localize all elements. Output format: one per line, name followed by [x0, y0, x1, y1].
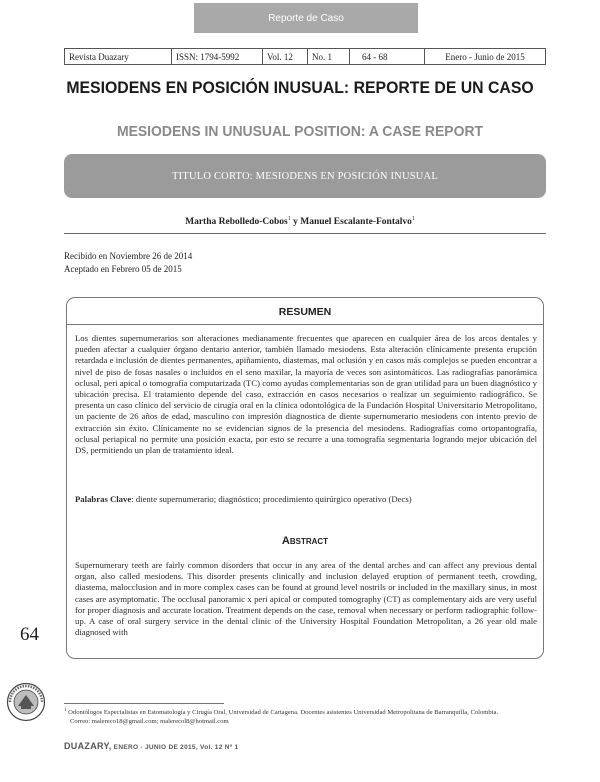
footnote-email: Correo: malereco18@gmail.com; malerecol8@hotmail.com [70, 717, 229, 725]
abstract-text: Supernumerary teeth are fairly common disorders that occur in any area of the dental arches and can affect any previous dental organ, also called mesiodens. This disorder presents clinically and inclusion delayed eruption of permanent teeth, crowding, diastema, malocclusion and in more complex cases can be found at ground level nostrils or included in the maxillary sinus, in most cases are asymptomatic. The occlusal panoramic x peri apical or computed tomography (CT) as complementary aids are very useful for proper diagnosis and accurate location. Treatment depends on the case, removal when necessary or perform radiographic follow-up. A case of oral surgery service in the dental clinic of the University Hospital Foundation Metropolitan, a 26 year old male diagnosed with [75, 560, 537, 638]
author-1-mark: 1 [287, 216, 291, 222]
resumen-heading: RESUMEN [278, 306, 332, 318]
keywords-label: Palabras Clave [75, 494, 132, 504]
meta-date: Enero - Junio de 2015 [445, 51, 525, 62]
footnote-divider [64, 703, 224, 704]
footer-issue: ENERO - JUNIO DE 2015, Vol. 12 Nº 1 [111, 744, 239, 751]
keywords-list: : diente supernumerario; diagnóstico; procedimiento quirúrgico operativo (Decs) [131, 494, 412, 504]
resumen-heading-rule [67, 324, 543, 325]
footnote-affiliation: Odontólogos Especialistas en Estomatología y Cirugía Oral, Universidad de Cartagena. Docentes asistentes Universidad Metropolitana de Barranquilla, Colombia. [66, 709, 499, 717]
accepted-date: Aceptado en Febrero 05 de 2015 [64, 264, 182, 274]
footer-journal: DUAZARY, [64, 741, 112, 751]
author-2-mark: 1 [411, 216, 415, 222]
page-footer [64, 741, 238, 751]
author-connector: y [290, 217, 301, 228]
abstract-box [66, 297, 544, 659]
meta-volume: Vol. 12 [263, 49, 308, 64]
section-tab: Reporte de Caso [194, 3, 418, 33]
abstract-heading: Abstract [281, 535, 329, 547]
author-2: Manuel Escalante-Fontalvo [300, 217, 412, 228]
journal-meta-table [64, 48, 546, 65]
authors-line [0, 216, 600, 227]
meta-issn: ISSN: 1794-5992 [172, 49, 263, 64]
resumen-text: Los dientes supernumerarios son alteraciones medianamente frecuentes que aparecen en cualquier área de los arcos dentales y pueden afectar a cualquier órgano dentario anterior, también llamado mesiodens. Esta alteración clínicamente presenta erupción retardada e inclusión de dientes permanentes, apiñamiento, diastemas, mal oclusión y en casos más complejos se pueden encontrar a nivel de piso de fosas nasales o incluidos en el seno maxilar, la mayoría de veces son asintomáticos. Las radiografías panorámica oclusal, peri apical o tomografía computarizada (TC) como ayudas complementarias son de gran utilidad para un buen diagnóstico y ubicación precisa. El tratamiento depende del caso, extracción en casos necesarios o realizar un seguimiento radiográfico. Se presenta un caso clínico del servicio de cirugía oral en la clínica odontológica de la Fundación Hospital Universitario Metropolitano, un paciente de 26 años de edad, masculino con impresión diagnostica de diente supernumerario mesiodens con intento previo de extracción sin éxito. Clínicamente no se evidencian signos de la presencia del mesiodens. Radiografías como ortopantografía, oclusal periapical no permite una posición exacta, por esto se recurre a una tomografía segmentaria logrando mejor ubicación del DS, permitiendo un plan de tratamiento ideal. [75, 333, 537, 456]
page-number: 64 [20, 624, 39, 645]
authors-divider [64, 233, 546, 234]
meta-number: No. 1 [308, 49, 350, 64]
footnote-mark: 1 [64, 708, 67, 713]
meta-pages: 64 - 68 [350, 49, 425, 64]
keywords [75, 494, 537, 505]
short-title-banner [64, 154, 546, 198]
author-1: Martha Rebolledo-Cobos [185, 217, 288, 228]
short-title-text: TITULO CORTO: MESIODENS EN POSICIÓN INUSUAL [172, 170, 438, 182]
title-spanish: MESIODENS EN POSICIÓN INUSUAL: REPORTE DE UN CASO [66, 78, 534, 97]
footnote [64, 707, 546, 726]
title-english: MESIODENS IN UNUSUAL POSITION: A CASE REPORT [116, 123, 484, 140]
university-seal-icon [6, 682, 46, 722]
meta-journal: Revista Duazary [65, 49, 172, 64]
dates-block [64, 250, 192, 276]
received-date: Recibido en Noviembre 26 de 2014 [64, 251, 193, 261]
